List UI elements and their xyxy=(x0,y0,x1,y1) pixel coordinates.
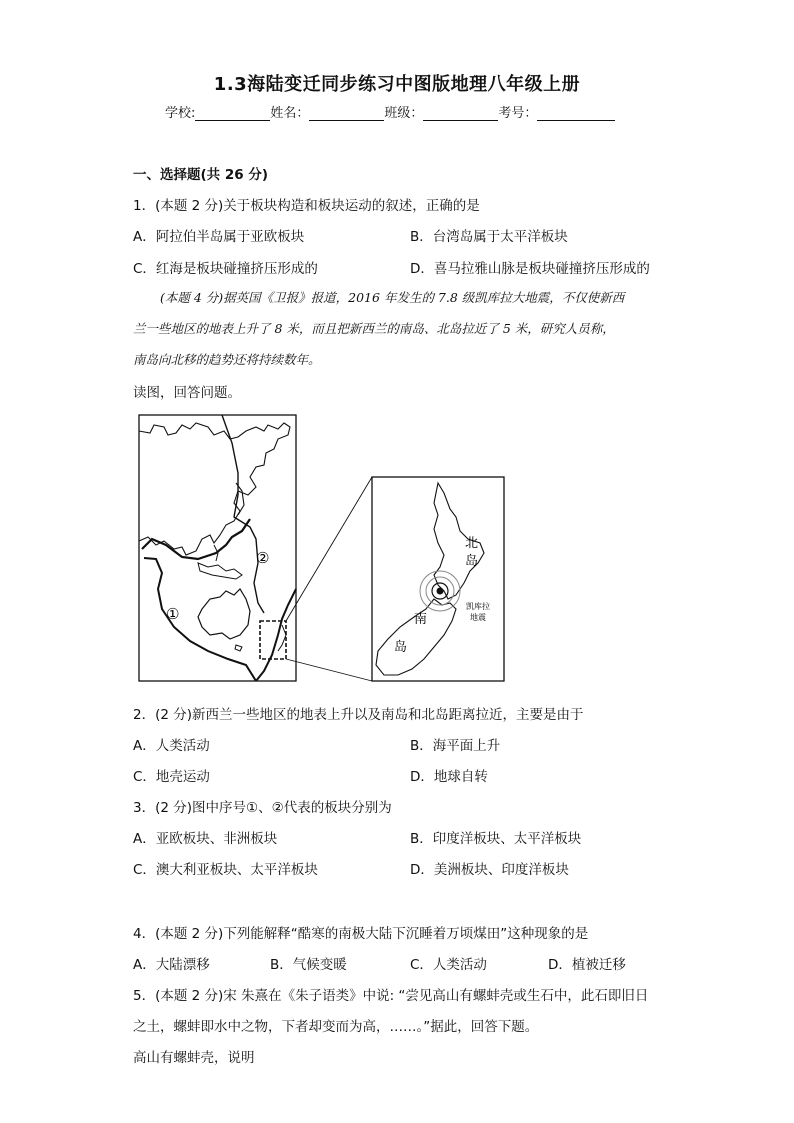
question-4-stem: 4．(本题 2 分)下列能解释“酷寒的南极大陆下沉睡着万顷煤田”这种现象的是 xyxy=(133,926,589,942)
north-island-label-1: 北 xyxy=(465,536,479,551)
name-blank[interactable] xyxy=(309,106,384,121)
question-2-stem: 2．(2 分)新西兰一些地区的地表上升以及南岛和北岛距离拉近，主要是由于 xyxy=(133,707,584,723)
q2-option-d[interactable]: D．地球自转 xyxy=(410,769,488,785)
connector-line-top xyxy=(286,477,372,621)
north-island-label-2: 岛 xyxy=(465,554,479,569)
plate-boundary-1 xyxy=(142,519,250,559)
exam-no-label: 考号： xyxy=(498,106,538,121)
q4-option-b[interactable]: B．气候变暖 xyxy=(270,957,347,973)
plate-label-1: ① xyxy=(166,605,180,623)
asia-coastline xyxy=(139,423,290,555)
q2-option-c[interactable]: C．地壳运动 xyxy=(133,769,210,785)
q4-option-d[interactable]: D．植被迁移 xyxy=(548,957,626,973)
passage-line-2: 兰一些地区的地表上升了 8 米，而且把新西兰的南岛、北岛拉近了 5 米，研究人员称， xyxy=(133,321,615,336)
question-3-stem: 3．(2 分)图中序号①、②代表的板块分别为 xyxy=(133,800,392,816)
name-label: 姓名： xyxy=(270,106,310,121)
indonesia-islands xyxy=(198,563,242,579)
passage-line-1: (本题 4 分)据英国《卫报》报道，2016 年发生的 7.8 级凯库拉大地震，不仅使新西 xyxy=(160,290,625,305)
question-5-prompt: 高山有螺蚌壳，说明 xyxy=(133,1050,255,1066)
south-island-label-1: 南 xyxy=(414,612,428,627)
q3-option-a[interactable]: A．亚欧板块、非洲板块 xyxy=(133,831,278,847)
q1-option-c[interactable]: C．红海是板块碰撞挤压形成的 xyxy=(133,261,318,277)
school-blank[interactable] xyxy=(195,106,270,121)
q3-option-c[interactable]: C．澳大利亚板块、太平洋板块 xyxy=(133,862,318,878)
q2-option-b[interactable]: B．海平面上升 xyxy=(410,738,501,754)
q1-option-b[interactable]: B．台湾岛属于太平洋板块 xyxy=(410,229,568,245)
plate-boundary-4 xyxy=(256,589,296,681)
plate-label-2: ② xyxy=(256,549,270,567)
plate-boundary-3 xyxy=(222,415,264,613)
page-title: 1.3海陆变迁同步练习中图版地理八年级上册 xyxy=(213,74,581,95)
q3-option-d[interactable]: D．美洲板块、印度洋板块 xyxy=(410,862,569,878)
q3-option-b[interactable]: B．印度洋板块、太平洋板块 xyxy=(410,831,582,847)
q1-option-a[interactable]: A．阿拉伯半岛属于亚欧板块 xyxy=(133,229,305,245)
quake-label-2: 地震 xyxy=(470,613,486,622)
australia-outline xyxy=(198,589,250,639)
connector-line-bottom xyxy=(286,659,372,681)
world-map-frame xyxy=(139,415,296,681)
new-zealand-inset-frame xyxy=(372,477,504,681)
plate-map-figure xyxy=(138,413,508,685)
passage-line-3: 南岛向北移的趋势还将持续数年。 xyxy=(133,352,321,367)
q4-option-a[interactable]: A．大陆漂移 xyxy=(133,957,210,973)
epicenter-dot xyxy=(437,588,444,595)
question-5-stem-line-1: 5．(本题 2 分)宋 朱熹在《朱子语类》中说: “尝见高山有螺蚌壳或生石中，此石即旧日 xyxy=(133,988,649,1004)
question-5-stem-line-2: 之土，螺蚌即水中之物，下者却变而为高，……。”据此，回答下题。 xyxy=(133,1019,539,1035)
tasmania xyxy=(235,645,242,651)
section-heading: 一、选择题(共 26 分) xyxy=(133,167,269,183)
question-1-stem: 1．(本题 2 分)关于板块构造和板块运动的叙述，正确的是 xyxy=(133,198,480,214)
exam-no-blank[interactable] xyxy=(537,106,615,121)
quake-label-1: 凯库拉 xyxy=(466,602,490,611)
q1-option-d[interactable]: D．喜马拉雅山脉是板块碰撞挤压形成的 xyxy=(410,261,650,277)
student-info-line xyxy=(165,102,615,121)
south-island-label-2: 岛 xyxy=(394,640,408,655)
class-label: 班级： xyxy=(384,106,424,121)
class-blank[interactable] xyxy=(423,106,498,121)
school-label: 学校: xyxy=(165,106,196,121)
map-instruction: 读图，回答问题。 xyxy=(133,385,241,401)
q2-option-a[interactable]: A．人类活动 xyxy=(133,738,210,754)
q4-option-c[interactable]: C．人类活动 xyxy=(410,957,487,973)
